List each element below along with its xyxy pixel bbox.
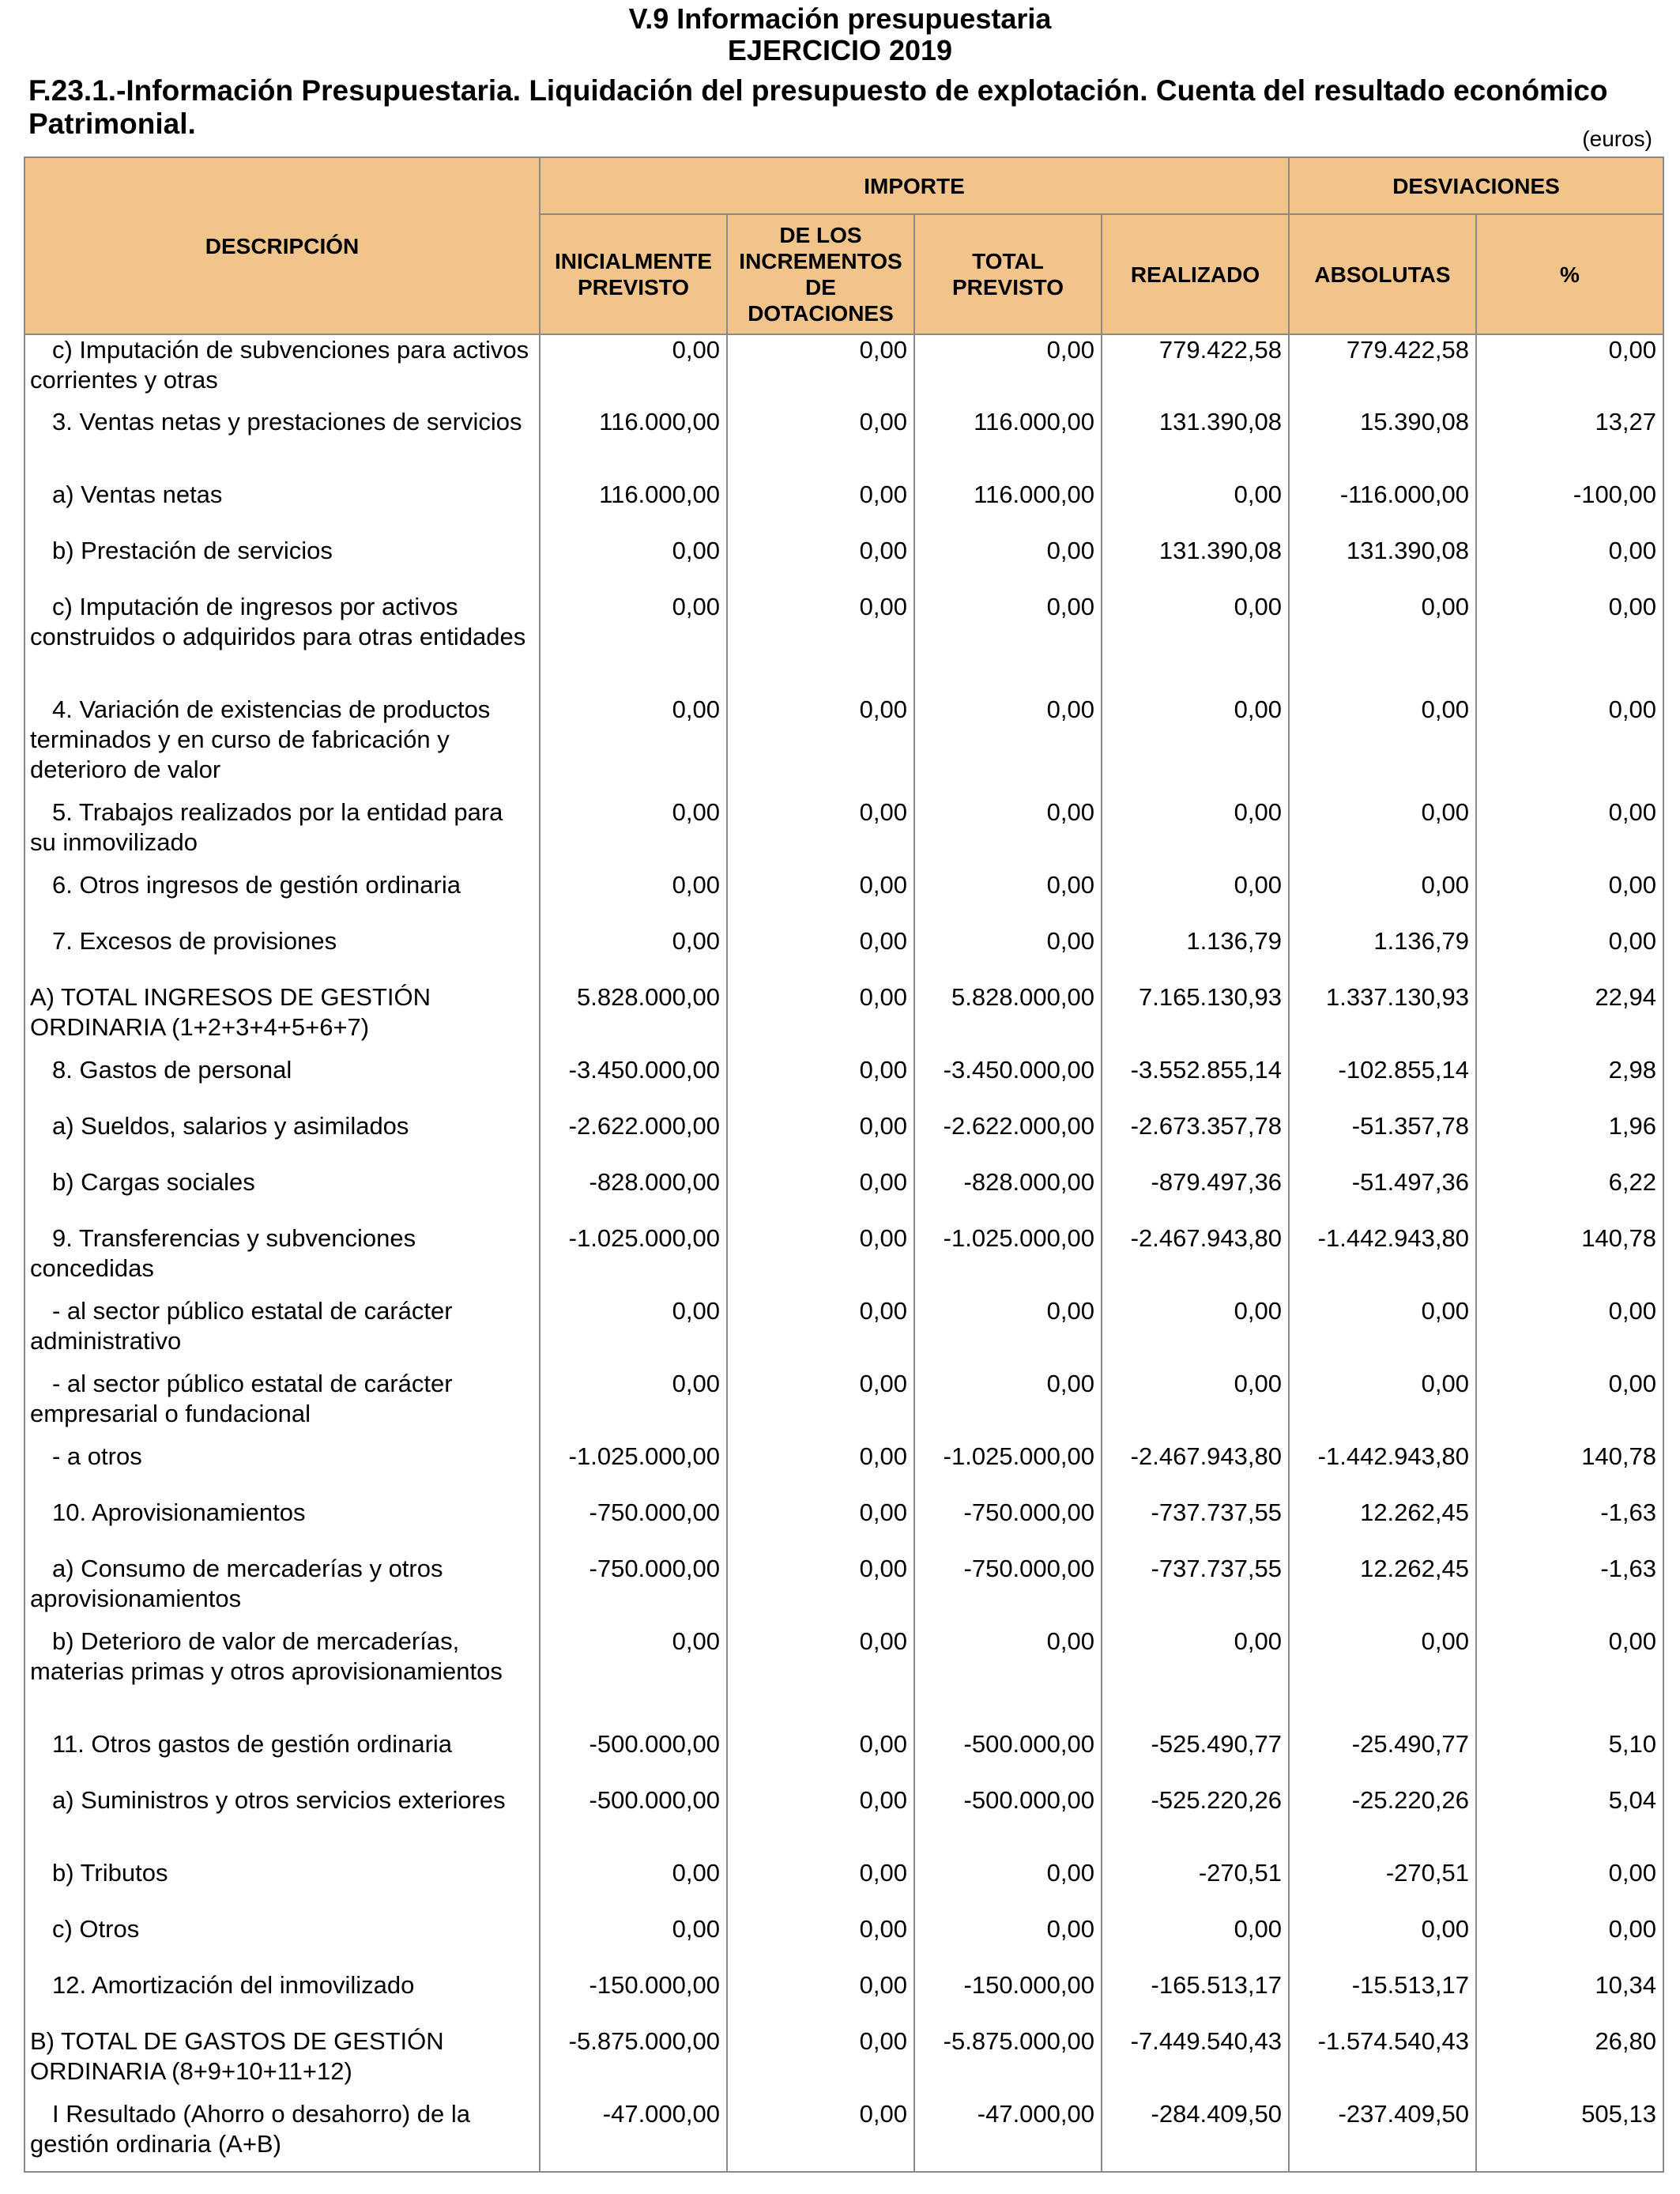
cell-incrementos-dotaciones: 0,00 xyxy=(727,1498,914,1554)
table-row xyxy=(24,334,1663,407)
cell-descripcion-text: 3. Ventas netas y prestaciones de servicios xyxy=(52,408,522,435)
cell-descripcion xyxy=(24,334,540,407)
cell-porcentaje: 22,94 xyxy=(1476,982,1663,1055)
cell-total-previsto: -3.450.000,00 xyxy=(914,1055,1102,1111)
table-row xyxy=(24,1970,1663,2026)
table-row xyxy=(24,2026,1663,2099)
cell-realizado: -165.513,17 xyxy=(1102,1970,1289,2026)
cell-inicialmente-previsto: -1.025.000,00 xyxy=(540,1223,727,1296)
cell-descripcion xyxy=(24,926,540,982)
cell-absolutas: -1.442.943,80 xyxy=(1289,1223,1476,1296)
cell-inicialmente-previsto: -150.000,00 xyxy=(540,1970,727,2026)
cell-porcentaje: -1,63 xyxy=(1476,1498,1663,1554)
cell-realizado: 131.390,08 xyxy=(1102,536,1289,592)
cell-total-previsto: 0,00 xyxy=(914,1369,1102,1442)
cell-descripcion-text: 6. Otros ingresos de gestión ordinaria xyxy=(52,871,461,899)
cell-incrementos-dotaciones: 0,00 xyxy=(727,536,914,592)
cell-total-previsto: 0,00 xyxy=(914,797,1102,870)
cell-incrementos-dotaciones: 0,00 xyxy=(727,2026,914,2099)
cell-inicialmente-previsto: 0,00 xyxy=(540,1627,727,1729)
cell-incrementos-dotaciones: 0,00 xyxy=(727,1970,914,2026)
cell-descripcion-text: b) Deterioro de valor de mercaderías, materias primas y otros aprovisionamientos xyxy=(30,1627,503,1685)
cell-inicialmente-previsto: -750.000,00 xyxy=(540,1554,727,1627)
cell-porcentaje: 0,00 xyxy=(1476,1914,1663,1970)
cell-absolutas: -102.855,14 xyxy=(1289,1055,1476,1111)
cell-porcentaje: 5,10 xyxy=(1476,1729,1663,1785)
table-row xyxy=(24,1858,1663,1914)
cell-absolutas: 0,00 xyxy=(1289,1627,1476,1729)
cell-absolutas: -270,51 xyxy=(1289,1858,1476,1914)
cell-descripcion xyxy=(24,2099,540,2172)
cell-realizado: 0,00 xyxy=(1102,797,1289,870)
cell-inicialmente-previsto: 0,00 xyxy=(540,870,727,926)
cell-realizado: -2.467.943,80 xyxy=(1102,1223,1289,1296)
cell-descripcion-text: c) Imputación de subvenciones para activos corrientes y otras xyxy=(30,336,529,394)
cell-realizado: -270,51 xyxy=(1102,1858,1289,1914)
cell-total-previsto: -500.000,00 xyxy=(914,1785,1102,1858)
cell-incrementos-dotaciones: 0,00 xyxy=(727,1167,914,1223)
cell-descripcion-text: - al sector público estatal de carácter administrativo xyxy=(30,1297,453,1355)
table-row xyxy=(24,480,1663,536)
cell-porcentaje: 0,00 xyxy=(1476,334,1663,407)
cell-inicialmente-previsto: 0,00 xyxy=(540,1369,727,1442)
cell-absolutas: -237.409,50 xyxy=(1289,2099,1476,2172)
cell-descripcion xyxy=(24,1627,540,1729)
cell-descripcion xyxy=(24,1296,540,1369)
cell-descripcion xyxy=(24,1369,540,1442)
cell-porcentaje: -1,63 xyxy=(1476,1554,1663,1627)
cell-realizado: 0,00 xyxy=(1102,695,1289,797)
cell-descripcion-text: b) Prestación de servicios xyxy=(52,537,333,564)
cell-inicialmente-previsto: 0,00 xyxy=(540,334,727,407)
cell-absolutas: -1.574.540,43 xyxy=(1289,2026,1476,2099)
cell-descripcion-text: a) Suministros y otros servicios exteriores xyxy=(52,1786,506,1814)
cell-incrementos-dotaciones: 0,00 xyxy=(727,1223,914,1296)
cell-incrementos-dotaciones: 0,00 xyxy=(727,592,914,695)
cell-absolutas: 12.262,45 xyxy=(1289,1554,1476,1627)
cell-incrementos-dotaciones: 0,00 xyxy=(727,1627,914,1729)
cell-absolutas: 0,00 xyxy=(1289,592,1476,695)
cell-realizado: -3.552.855,14 xyxy=(1102,1055,1289,1111)
cell-descripcion-text: 4. Variación de existencias de productos terminados y en curso de fabricación y deterioro de valor xyxy=(30,696,491,783)
cell-incrementos-dotaciones: 0,00 xyxy=(727,1858,914,1914)
cell-descripcion-text: a) Consumo de mercaderías y otros aprovisionamientos xyxy=(30,1555,443,1612)
cell-inicialmente-previsto: -3.450.000,00 xyxy=(540,1055,727,1111)
cell-porcentaje: 0,00 xyxy=(1476,797,1663,870)
cell-realizado: -737.737,55 xyxy=(1102,1498,1289,1554)
cell-porcentaje: 1,96 xyxy=(1476,1111,1663,1167)
table-row xyxy=(24,1627,1663,1729)
cell-descripcion xyxy=(24,982,540,1055)
table-row xyxy=(24,1055,1663,1111)
table-row xyxy=(24,1296,1663,1369)
cell-descripcion-text: b) Cargas sociales xyxy=(52,1168,255,1196)
cell-realizado: -284.409,50 xyxy=(1102,2099,1289,2172)
cell-descripcion xyxy=(24,592,540,695)
cell-inicialmente-previsto: 5.828.000,00 xyxy=(540,982,727,1055)
cell-porcentaje: 0,00 xyxy=(1476,536,1663,592)
cell-descripcion xyxy=(24,1442,540,1498)
cell-incrementos-dotaciones: 0,00 xyxy=(727,797,914,870)
cell-inicialmente-previsto: 0,00 xyxy=(540,926,727,982)
cell-total-previsto: -5.875.000,00 xyxy=(914,2026,1102,2099)
cell-descripcion xyxy=(24,695,540,797)
cell-porcentaje: 0,00 xyxy=(1476,1369,1663,1442)
table-row xyxy=(24,1554,1663,1627)
cell-descripcion xyxy=(24,797,540,870)
cell-porcentaje: 10,34 xyxy=(1476,1970,1663,2026)
table-row xyxy=(24,797,1663,870)
cell-absolutas: 0,00 xyxy=(1289,1914,1476,1970)
cell-absolutas: 12.262,45 xyxy=(1289,1498,1476,1554)
cell-descripcion-text: 5. Trabajos realizados por la entidad para su inmovilizado xyxy=(30,798,503,856)
cell-absolutas: 15.390,08 xyxy=(1289,407,1476,480)
cell-descripcion-text: c) Otros xyxy=(52,1915,140,1943)
cell-descripcion xyxy=(24,1167,540,1223)
cell-inicialmente-previsto: -47.000,00 xyxy=(540,2099,727,2172)
cell-realizado: 779.422,58 xyxy=(1102,334,1289,407)
cell-incrementos-dotaciones: 0,00 xyxy=(727,1442,914,1498)
table-row xyxy=(24,1369,1663,1442)
cell-realizado: 0,00 xyxy=(1102,1369,1289,1442)
cell-incrementos-dotaciones: 0,00 xyxy=(727,1369,914,1442)
cell-inicialmente-previsto: 0,00 xyxy=(540,797,727,870)
cell-inicialmente-previsto: 116.000,00 xyxy=(540,480,727,536)
cell-realizado: -2.467.943,80 xyxy=(1102,1442,1289,1498)
table-row xyxy=(24,1442,1663,1498)
cell-total-previsto: 0,00 xyxy=(914,592,1102,695)
cell-absolutas: 1.337.130,93 xyxy=(1289,982,1476,1055)
cell-descripcion xyxy=(24,1858,540,1914)
header-incrementos-dotaciones: DE LOS INCREMENTOS DE DOTACIONES xyxy=(727,214,914,334)
cell-porcentaje: 0,00 xyxy=(1476,695,1663,797)
cell-incrementos-dotaciones: 0,00 xyxy=(727,695,914,797)
cell-descripcion xyxy=(24,1914,540,1970)
cell-inicialmente-previsto: 0,00 xyxy=(540,695,727,797)
cell-porcentaje: 2,98 xyxy=(1476,1055,1663,1111)
cell-absolutas: 0,00 xyxy=(1289,1369,1476,1442)
cell-total-previsto: 0,00 xyxy=(914,334,1102,407)
cell-absolutas: 0,00 xyxy=(1289,695,1476,797)
cell-descripcion xyxy=(24,1785,540,1858)
cell-realizado: -879.497,36 xyxy=(1102,1167,1289,1223)
cell-realizado: 0,00 xyxy=(1102,480,1289,536)
cell-absolutas: -15.513,17 xyxy=(1289,1970,1476,2026)
cell-realizado: 0,00 xyxy=(1102,870,1289,926)
header-importe: IMPORTE xyxy=(540,157,1289,214)
cell-descripcion-text: 11. Otros gastos de gestión ordinaria xyxy=(52,1730,453,1758)
cell-descripcion xyxy=(24,1055,540,1111)
cell-porcentaje: 505,13 xyxy=(1476,2099,1663,2172)
cell-absolutas: -25.220,26 xyxy=(1289,1785,1476,1858)
header-absolutas: ABSOLUTAS xyxy=(1289,214,1476,334)
header-porcentaje: % xyxy=(1476,214,1663,334)
table-row xyxy=(24,870,1663,926)
cell-porcentaje: 26,80 xyxy=(1476,2026,1663,2099)
header-total-previsto: TOTAL PREVISTO xyxy=(914,214,1102,334)
cell-absolutas: -51.497,36 xyxy=(1289,1167,1476,1223)
cell-porcentaje: 0,00 xyxy=(1476,592,1663,695)
cell-incrementos-dotaciones: 0,00 xyxy=(727,1914,914,1970)
table-row xyxy=(24,407,1663,480)
cell-incrementos-dotaciones: 0,00 xyxy=(727,1111,914,1167)
cell-realizado: 0,00 xyxy=(1102,1296,1289,1369)
cell-porcentaje: 0,00 xyxy=(1476,1296,1663,1369)
cell-descripcion-text: I Resultado (Ahorro o desahorro) de la gestión ordinaria (A+B) xyxy=(30,2100,471,2158)
table-row xyxy=(24,1914,1663,1970)
cell-realizado: -2.673.357,78 xyxy=(1102,1111,1289,1167)
cell-total-previsto: 0,00 xyxy=(914,926,1102,982)
cell-total-previsto: 116.000,00 xyxy=(914,407,1102,480)
cell-realizado: 0,00 xyxy=(1102,1914,1289,1970)
table-row xyxy=(24,1223,1663,1296)
cell-descripcion xyxy=(24,1554,540,1627)
cell-realizado: 131.390,08 xyxy=(1102,407,1289,480)
cell-descripcion xyxy=(24,1970,540,2026)
cell-descripcion xyxy=(24,2026,540,2099)
cell-inicialmente-previsto: -1.025.000,00 xyxy=(540,1442,727,1498)
cell-descripcion-text: 10. Aprovisionamientos xyxy=(52,1498,306,1526)
cell-total-previsto: 116.000,00 xyxy=(914,480,1102,536)
table-row xyxy=(24,1167,1663,1223)
cell-total-previsto: -750.000,00 xyxy=(914,1498,1102,1554)
cell-absolutas: -51.357,78 xyxy=(1289,1111,1476,1167)
section-title: F.23.1.-Información Presupuestaria. Liquidación del presupuesto de explotación. Cuenta del resultado económico Patrimonial. xyxy=(28,74,1608,140)
cell-total-previsto: -2.622.000,00 xyxy=(914,1111,1102,1167)
cell-porcentaje: 0,00 xyxy=(1476,870,1663,926)
cell-descripcion xyxy=(24,480,540,536)
cell-absolutas: 131.390,08 xyxy=(1289,536,1476,592)
cell-descripcion xyxy=(24,1498,540,1554)
cell-total-previsto: 0,00 xyxy=(914,870,1102,926)
cell-descripcion-text: b) Tributos xyxy=(52,1859,168,1887)
cell-porcentaje: 140,78 xyxy=(1476,1223,1663,1296)
page-title: V.9 Información presupuestaria xyxy=(628,2,1052,35)
cell-realizado: 0,00 xyxy=(1102,1627,1289,1729)
cell-descripcion xyxy=(24,536,540,592)
cell-incrementos-dotaciones: 0,00 xyxy=(727,926,914,982)
cell-total-previsto: -150.000,00 xyxy=(914,1970,1102,2026)
cell-inicialmente-previsto: -500.000,00 xyxy=(540,1729,727,1785)
cell-incrementos-dotaciones: 0,00 xyxy=(727,334,914,407)
table-row xyxy=(24,1785,1663,1858)
cell-incrementos-dotaciones: 0,00 xyxy=(727,1729,914,1785)
cell-inicialmente-previsto: 116.000,00 xyxy=(540,407,727,480)
cell-absolutas: 779.422,58 xyxy=(1289,334,1476,407)
cell-absolutas: 0,00 xyxy=(1289,797,1476,870)
cell-descripcion-text: A) TOTAL INGRESOS DE GESTIÓN ORDINARIA (1+2+3+4+5+6+7) xyxy=(30,983,431,1041)
cell-descripcion-text: 7. Excesos de provisiones xyxy=(52,927,337,955)
cell-total-previsto: -1.025.000,00 xyxy=(914,1442,1102,1498)
cell-inicialmente-previsto: -500.000,00 xyxy=(540,1785,727,1858)
fiscal-year-title: EJERCICIO 2019 xyxy=(727,34,953,66)
cell-total-previsto: 0,00 xyxy=(914,536,1102,592)
cell-incrementos-dotaciones: 0,00 xyxy=(727,2099,914,2172)
table-row xyxy=(24,1111,1663,1167)
units-label: (euros) xyxy=(1582,126,1652,151)
cell-total-previsto: 0,00 xyxy=(914,1858,1102,1914)
budget-table xyxy=(24,156,1664,2173)
cell-total-previsto: 5.828.000,00 xyxy=(914,982,1102,1055)
cell-descripcion-text: c) Imputación de ingresos por activos construidos o adquiridos para otras entidades xyxy=(30,593,526,650)
cell-absolutas: 0,00 xyxy=(1289,1296,1476,1369)
cell-porcentaje: 6,22 xyxy=(1476,1167,1663,1223)
cell-realizado: -525.490,77 xyxy=(1102,1729,1289,1785)
header-inicialmente-previsto: INICIALMENTE PREVISTO xyxy=(540,214,727,334)
cell-descripcion-text: B) TOTAL DE GASTOS DE GESTIÓN ORDINARIA (8+9+10+11+12) xyxy=(30,2027,444,2085)
cell-realizado: -525.220,26 xyxy=(1102,1785,1289,1858)
cell-descripcion xyxy=(24,1223,540,1296)
cell-porcentaje: 5,04 xyxy=(1476,1785,1663,1858)
cell-absolutas: -116.000,00 xyxy=(1289,480,1476,536)
cell-absolutas: 0,00 xyxy=(1289,870,1476,926)
cell-descripcion xyxy=(24,1729,540,1785)
cell-total-previsto: 0,00 xyxy=(914,1296,1102,1369)
cell-total-previsto: 0,00 xyxy=(914,1914,1102,1970)
cell-incrementos-dotaciones: 0,00 xyxy=(727,982,914,1055)
cell-descripcion xyxy=(24,870,540,926)
cell-porcentaje: 0,00 xyxy=(1476,1627,1663,1729)
table-body xyxy=(24,334,1663,2172)
table-row xyxy=(24,536,1663,592)
cell-inicialmente-previsto: 0,00 xyxy=(540,592,727,695)
cell-incrementos-dotaciones: 0,00 xyxy=(727,1785,914,1858)
cell-porcentaje: -100,00 xyxy=(1476,480,1663,536)
cell-descripcion-text: - al sector público estatal de carácter empresarial o fundacional xyxy=(30,1370,453,1427)
cell-total-previsto: -1.025.000,00 xyxy=(914,1223,1102,1296)
cell-total-previsto: 0,00 xyxy=(914,1627,1102,1729)
header-realizado: REALIZADO xyxy=(1102,214,1289,334)
cell-descripcion-text: a) Sueldos, salarios y asimilados xyxy=(52,1112,409,1140)
cell-descripcion xyxy=(24,1111,540,1167)
cell-inicialmente-previsto: 0,00 xyxy=(540,1858,727,1914)
cell-descripcion-text: - a otros xyxy=(52,1442,142,1470)
cell-incrementos-dotaciones: 0,00 xyxy=(727,1296,914,1369)
cell-descripcion-text: 9. Transferencias y subvenciones concedidas xyxy=(30,1224,416,1282)
cell-porcentaje: 140,78 xyxy=(1476,1442,1663,1498)
cell-incrementos-dotaciones: 0,00 xyxy=(727,407,914,480)
cell-absolutas: -1.442.943,80 xyxy=(1289,1442,1476,1498)
cell-realizado: 1.136,79 xyxy=(1102,926,1289,982)
table-row xyxy=(24,1498,1663,1554)
cell-incrementos-dotaciones: 0,00 xyxy=(727,1554,914,1627)
cell-descripcion-text: 12. Amortización del inmovilizado xyxy=(52,1971,415,1999)
cell-incrementos-dotaciones: 0,00 xyxy=(727,480,914,536)
cell-porcentaje: 0,00 xyxy=(1476,926,1663,982)
cell-realizado: -737.737,55 xyxy=(1102,1554,1289,1627)
cell-descripcion-text: a) Ventas netas xyxy=(52,481,223,508)
header-descripcion: DESCRIPCIÓN xyxy=(24,157,540,334)
cell-total-previsto: -500.000,00 xyxy=(914,1729,1102,1785)
cell-porcentaje: 0,00 xyxy=(1476,1858,1663,1914)
table-row xyxy=(24,695,1663,797)
cell-realizado: 7.165.130,93 xyxy=(1102,982,1289,1055)
cell-absolutas: -25.490,77 xyxy=(1289,1729,1476,1785)
cell-inicialmente-previsto: 0,00 xyxy=(540,1296,727,1369)
cell-inicialmente-previsto: -2.622.000,00 xyxy=(540,1111,727,1167)
table-row xyxy=(24,1729,1663,1785)
table-row xyxy=(24,926,1663,982)
cell-inicialmente-previsto: -750.000,00 xyxy=(540,1498,727,1554)
cell-incrementos-dotaciones: 0,00 xyxy=(727,870,914,926)
cell-realizado: -7.449.540,43 xyxy=(1102,2026,1289,2099)
cell-descripcion xyxy=(24,407,540,480)
cell-porcentaje: 13,27 xyxy=(1476,407,1663,480)
cell-absolutas: 1.136,79 xyxy=(1289,926,1476,982)
table-row xyxy=(24,592,1663,695)
table-row xyxy=(24,982,1663,1055)
header-desviaciones: DESVIACIONES xyxy=(1289,157,1663,214)
cell-total-previsto: -750.000,00 xyxy=(914,1554,1102,1627)
cell-inicialmente-previsto: 0,00 xyxy=(540,1914,727,1970)
cell-realizado: 0,00 xyxy=(1102,592,1289,695)
cell-descripcion-text: 8. Gastos de personal xyxy=(52,1056,292,1084)
cell-incrementos-dotaciones: 0,00 xyxy=(727,1055,914,1111)
cell-total-previsto: -47.000,00 xyxy=(914,2099,1102,2172)
table-row xyxy=(24,2099,1663,2172)
cell-inicialmente-previsto: 0,00 xyxy=(540,536,727,592)
cell-total-previsto: 0,00 xyxy=(914,695,1102,797)
cell-inicialmente-previsto: -5.875.000,00 xyxy=(540,2026,727,2099)
cell-inicialmente-previsto: -828.000,00 xyxy=(540,1167,727,1223)
cell-total-previsto: -828.000,00 xyxy=(914,1167,1102,1223)
